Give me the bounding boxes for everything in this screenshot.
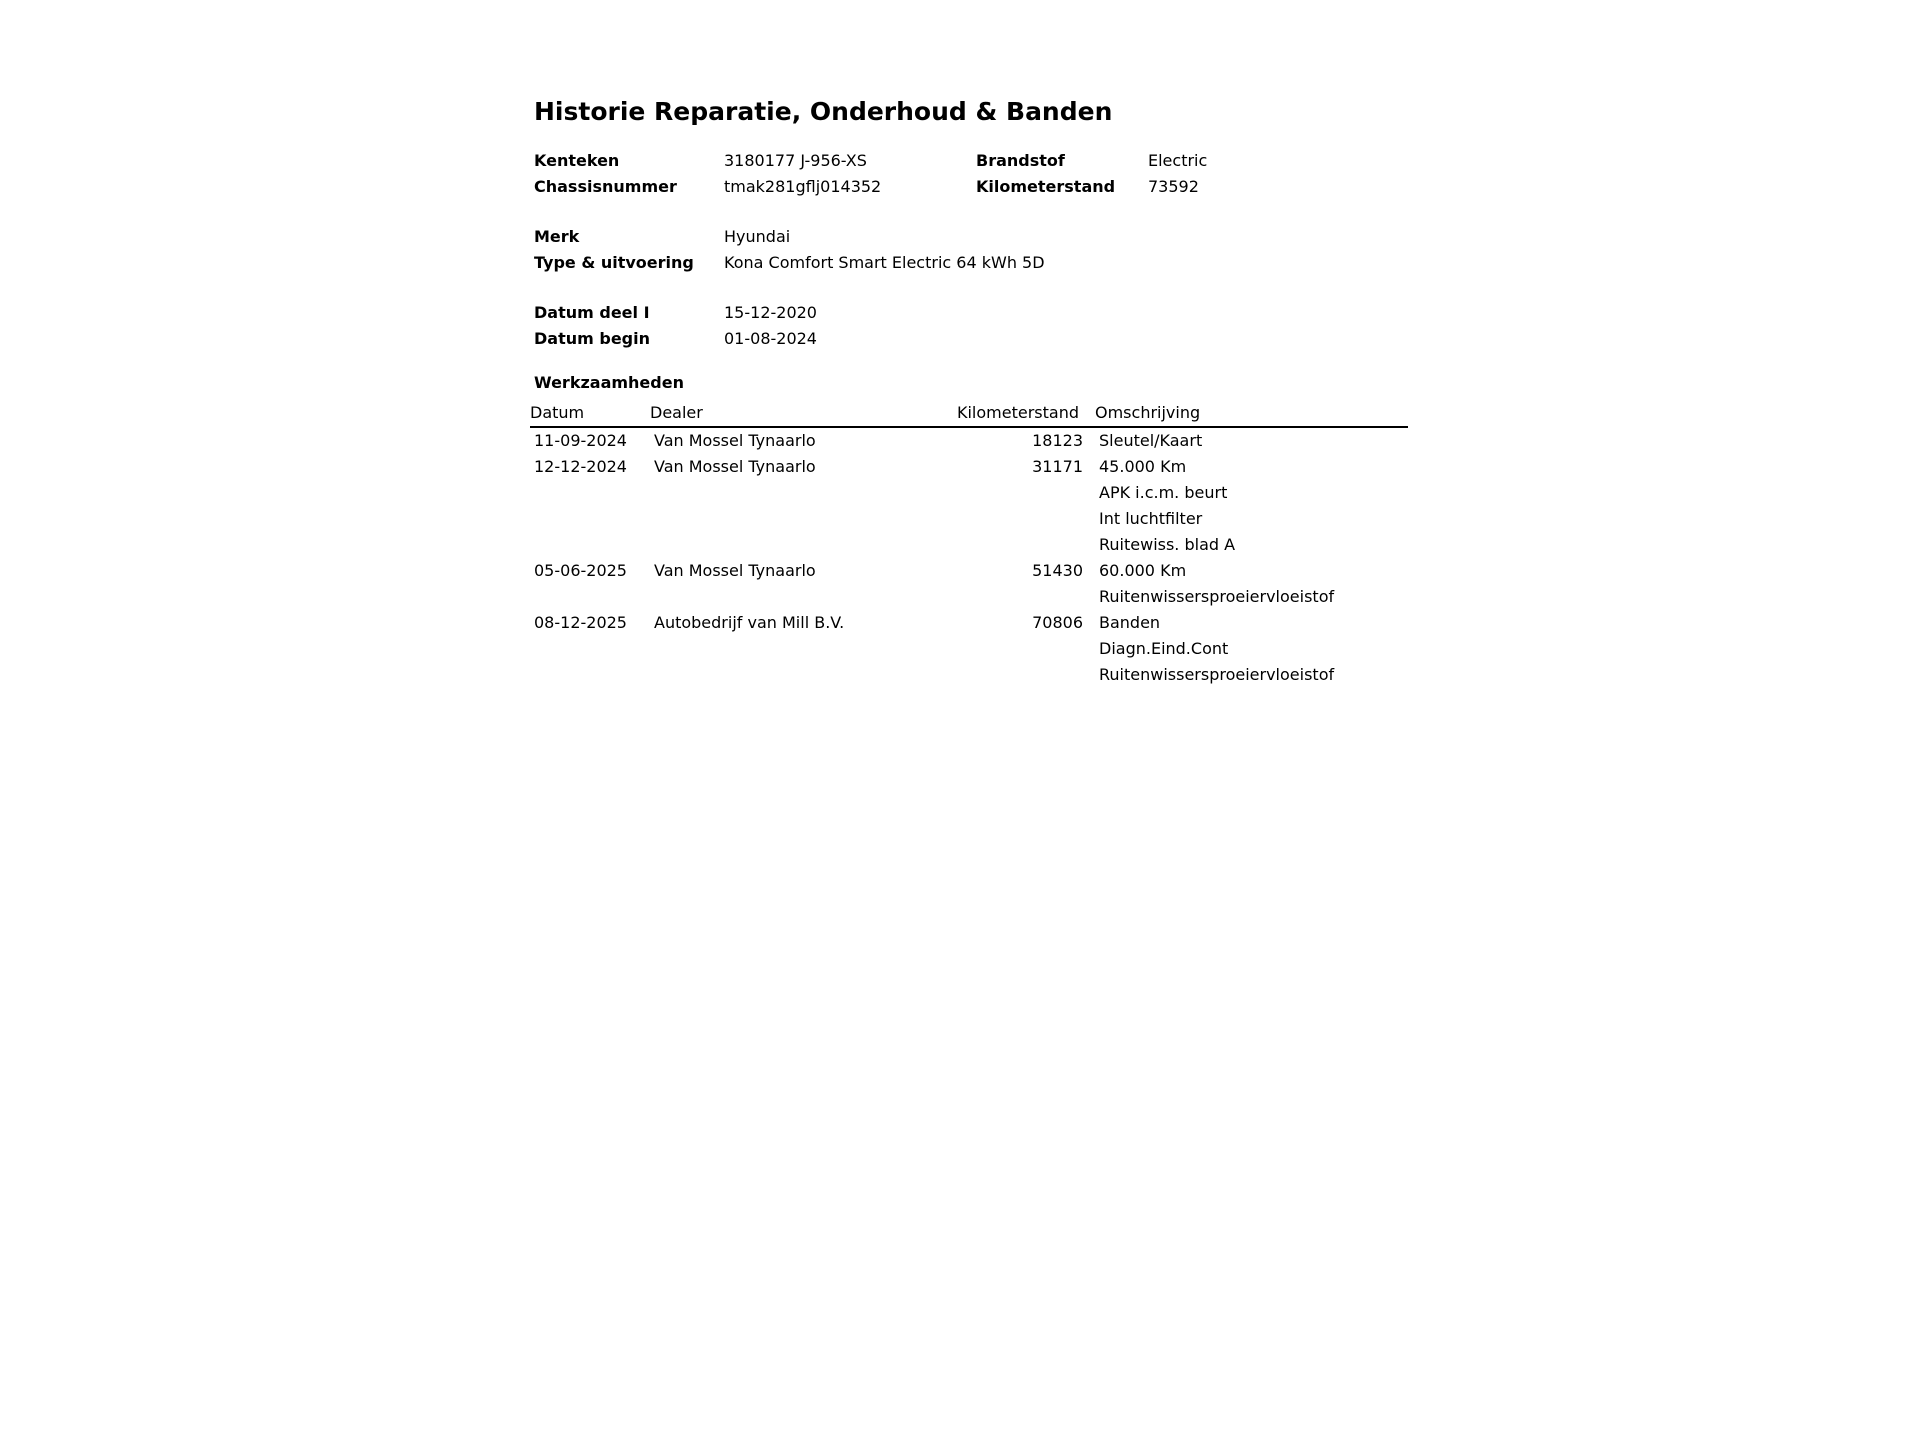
cell-datum: 08-12-2025 <box>534 613 627 632</box>
table-row <box>534 532 1408 558</box>
cell-kilometerstand: 51430 <box>1032 561 1083 580</box>
kenteken-value: 3180177 J-956-XS <box>724 151 867 170</box>
kenteken-label: Kenteken <box>534 151 620 170</box>
report-page <box>530 92 1408 688</box>
cell-datum: 12-12-2024 <box>534 457 627 476</box>
table-row <box>534 454 1408 480</box>
cell-omschrijving: 45.000 Km <box>1099 457 1187 476</box>
vehicle-fields <box>534 148 1408 352</box>
type-value: Kona Comfort Smart Electric 64 kWh 5D <box>724 253 1045 272</box>
werkzaamheden-heading: Werkzaamheden <box>534 373 684 392</box>
cell-dealer: Van Mossel Tynaarlo <box>654 561 816 580</box>
chassisnummer-label: Chassisnummer <box>534 177 677 196</box>
spacer <box>534 200 1408 224</box>
cell-omschrijving: 60.000 Km <box>1099 561 1187 580</box>
table-row <box>534 480 1408 506</box>
cell-dealer: Van Mossel Tynaarlo <box>654 457 816 476</box>
datum-deel-label: Datum deel I <box>534 303 650 322</box>
field-row-datum-deel <box>534 300 1408 326</box>
type-label: Type & uitvoering <box>534 253 694 272</box>
cell-omschrijving: Sleutel/Kaart <box>1099 431 1203 450</box>
cell-dealer: Autobedrijf van Mill B.V. <box>654 613 845 632</box>
werkzaamheden-table <box>530 400 1408 688</box>
field-row-chassisnummer <box>534 174 1408 200</box>
header-datum: Datum <box>530 403 585 422</box>
header-dealer: Dealer <box>650 403 703 422</box>
spacer <box>534 276 1408 300</box>
datum-begin-value: 01-08-2024 <box>724 329 817 348</box>
header-omschrijving: Omschrijving <box>1095 403 1201 422</box>
cell-omschrijving: Int luchtfilter <box>1099 509 1203 528</box>
table-header <box>530 400 1408 428</box>
field-row-datum-begin <box>534 326 1408 352</box>
cell-omschrijving: Banden <box>1099 613 1161 632</box>
field-row-type <box>534 250 1408 276</box>
brandstof-label: Brandstof <box>976 151 1065 170</box>
cell-dealer: Van Mossel Tynaarlo <box>654 431 816 450</box>
cell-omschrijving: APK i.c.m. beurt <box>1099 483 1228 502</box>
table-row <box>534 610 1408 636</box>
table-row <box>534 428 1408 454</box>
cell-kilometerstand: 70806 <box>1032 613 1083 632</box>
cell-kilometerstand: 31171 <box>1032 457 1083 476</box>
page-title: Historie Reparatie, Onderhoud & Banden <box>534 97 1113 126</box>
cell-omschrijving: Ruitenwissersproeiervloeistof <box>1099 665 1335 684</box>
cell-datum: 11-09-2024 <box>534 431 627 450</box>
cell-datum: 05-06-2025 <box>534 561 627 580</box>
table-row <box>534 558 1408 584</box>
kilometerstand-value: 73592 <box>1148 177 1199 196</box>
brandstof-value: Electric <box>1148 151 1208 170</box>
merk-value: Hyundai <box>724 227 791 246</box>
cell-omschrijving: Diagn.Eind.Cont <box>1099 639 1229 658</box>
header-kilometerstand: Kilometerstand <box>956 403 1079 422</box>
cell-omschrijving: Ruitenwissersproeiervloeistof <box>1099 587 1335 606</box>
field-row-merk <box>534 224 1408 250</box>
table-row <box>534 662 1408 688</box>
table-row <box>534 636 1408 662</box>
cell-omschrijving: Ruitewiss. blad A <box>1099 535 1236 554</box>
datum-begin-label: Datum begin <box>534 329 650 348</box>
cell-kilometerstand: 18123 <box>1032 431 1083 450</box>
table-row <box>534 584 1408 610</box>
merk-label: Merk <box>534 227 580 246</box>
datum-deel-value: 15-12-2020 <box>724 303 817 322</box>
table-row <box>534 506 1408 532</box>
kilometerstand-label: Kilometerstand <box>976 177 1116 196</box>
field-row-kenteken <box>534 148 1408 174</box>
chassisnummer-value: tmak281gflj014352 <box>724 177 882 196</box>
